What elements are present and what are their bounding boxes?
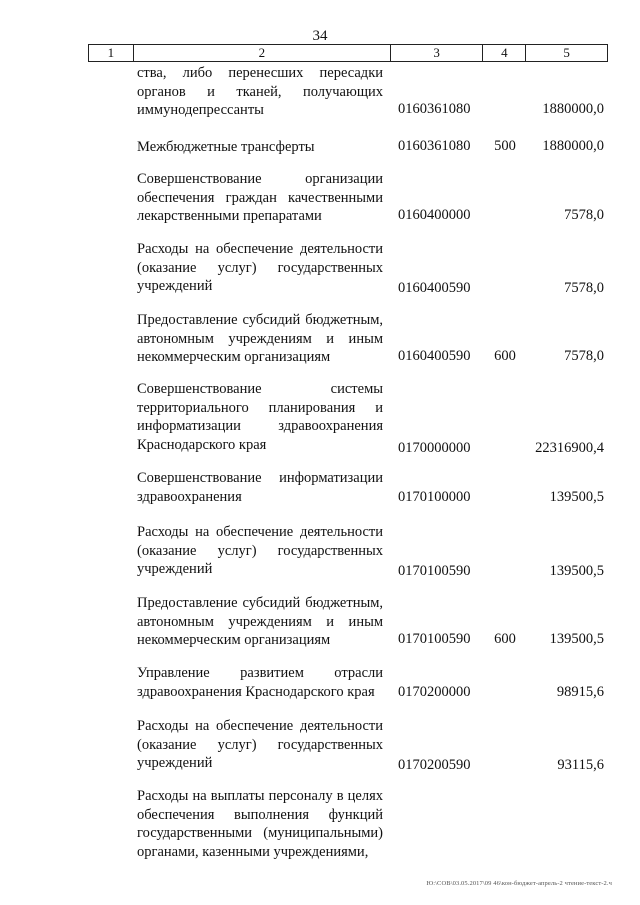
file-path-footer: Ю:\СОВ\03.05.2017\09 46\кон-бюджет-апрель-2 чтение-текст-2.ч [426,880,612,887]
header-col-5: 5 [563,45,570,60]
row-code: 0170100590 [398,631,471,647]
row-code: 0170200590 [398,757,471,773]
table-header [88,44,608,62]
page-number: 34 [312,28,328,44]
row-code: 0170100590 [398,563,471,579]
row-sum: 22316900,4 [535,440,604,456]
row-description: Совершенствование организации обеспечения граждан качественными лекарственными препаратами [137,171,383,224]
row-code: 0160361080 [398,138,471,154]
row-group: 600 [494,631,516,647]
row-code: 0160361080 [398,101,471,117]
row-code: 0160400590 [398,280,471,296]
row-sum: 98915,6 [556,684,604,700]
row-code: 0170100000 [398,489,471,505]
row-description: Расходы на обеспечение деятельности (оказание услуг) государственных учреждений [137,241,383,294]
row-description: Совершенствование информатизации здравоохранения [137,470,383,505]
row-description: Расходы на обеспечение деятельности (оказание услуг) государственных учреждений [137,718,383,771]
row-description: Межбюджетные трансферты [137,139,315,155]
row-description: ства, либо перенесших пересадки органов и тканей, получающих иммунодепрессанты [137,65,383,118]
row-group: 500 [494,138,516,154]
row-description: Предоставление субсидий бюджетным, автономным учреждениям и иным некоммерческим организациям [137,312,383,365]
row-sum: 93115,6 [557,757,604,773]
row-group: 600 [494,348,516,364]
row-description: Предоставление субсидий бюджетным, автономным учреждениям и иным некоммерческим организациям [137,595,383,648]
row-code: 0170200000 [398,684,471,700]
row-sum: 1880000,0 [542,101,604,117]
row-description: Расходы на обеспечение деятельности (оказание услуг) государственных учреждений [137,524,383,577]
row-code: 0170000000 [398,440,471,456]
header-col-1: 1 [89,45,134,61]
header-col-4: 4 [483,45,526,61]
row-sum: 1880000,0 [542,138,604,154]
row-sum: 139500,5 [549,563,604,579]
row-sum: 7578,0 [564,207,604,223]
row-sum: 7578,0 [564,280,604,296]
header-col-2: 2 [134,45,391,61]
header-col-3: 3 [391,45,484,61]
row-description: Управление развитием отрасли здравоохранения Краснодарского края [137,665,383,700]
row-sum: 7578,0 [564,348,604,364]
row-code: 0160400590 [398,348,471,364]
row-description: Расходы на выплаты персоналу в целях обеспечения выполнения функций государственными (муниципальными) органами, казенными учреждениями, [137,788,383,860]
row-code: 0160400000 [398,207,471,223]
row-sum: 139500,5 [549,631,604,647]
row-description: Совершенствование системы территориального планирования и информатизации здравоохранения Краснодарского края [137,381,383,453]
row-sum: 139500,5 [549,489,604,505]
